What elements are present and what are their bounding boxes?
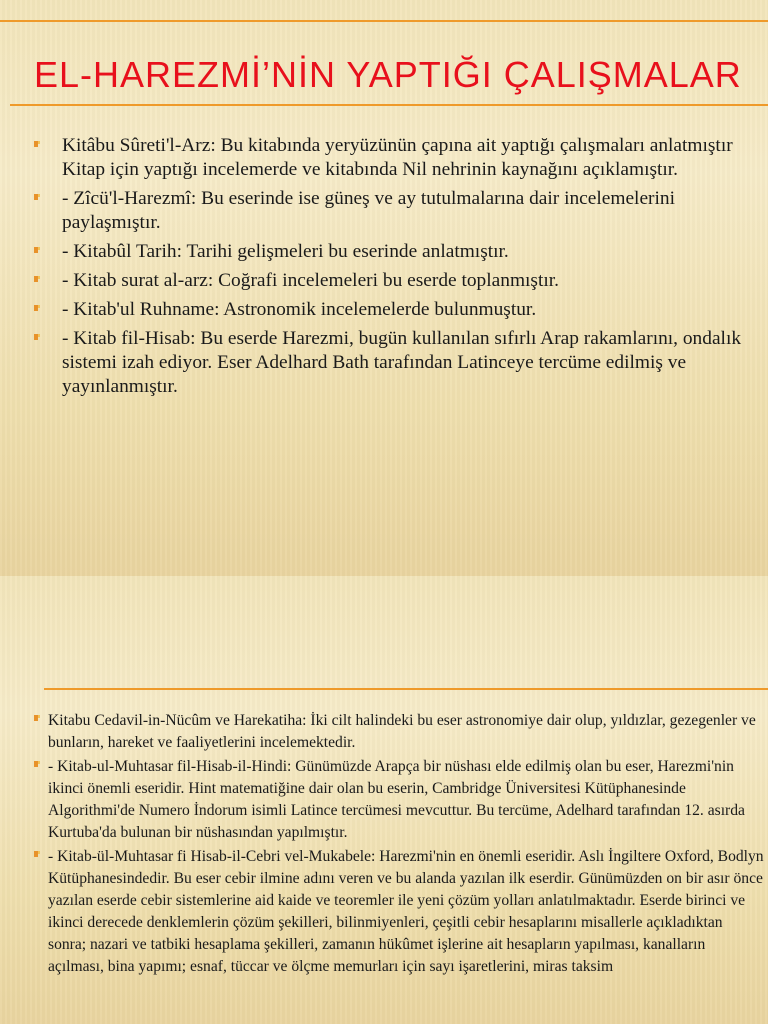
list-item — [34, 710, 764, 754]
bullet-icon — [34, 715, 38, 721]
bullet-text: - Kitab'ul Ruhname: Astronomik incelemelerde bulunmuştur. — [62, 299, 537, 320]
title-rule — [44, 688, 768, 690]
list-item — [34, 240, 764, 264]
list-item — [34, 134, 764, 182]
bullet-text: - Kitabûl Tarih: Tarihi gelişmeleri bu eserinde anlatmıştır. — [62, 241, 509, 262]
bullet-icon — [34, 141, 38, 147]
bullet-icon — [34, 194, 38, 200]
title-rule — [10, 104, 768, 106]
bullet-text: - Kitab-ul-Muhtasar fil-Hisab-il-Hindi: Günümüzde Arapça bir nüshası elde edilmiş olan bu eser, Harezmi'nin ikinci önemli eseridir. Hint matematiğine dair olan bu eserin, Cambridge Üniversitesi Kütüphanesinde Algorithmi'de Numero İndorum isimli Latince tercümesi mevcuttur. Bu tercüme, Adelhard tarafından 12. asırda Kurtuba'da bulunan bir nüshasından yapılmıştır. — [48, 758, 745, 841]
bullet-text: Kitâbu Sûreti'l-Arz: Bu kitabında yeryüzünün çapına ait yaptığı çalışmaları anlatmıştır Kitap için yaptığı incelemerde ve kitabında Nil nehrinin kaynağını açıklamıştır. — [62, 135, 733, 180]
bullet-list — [34, 710, 764, 980]
bullet-icon — [34, 851, 38, 857]
bullet-icon — [34, 247, 38, 253]
bullet-text: - Kitab surat al-arz: Coğrafi incelemeleri bu eserde toplanmıştır. — [62, 270, 559, 291]
bullet-icon — [34, 334, 38, 340]
list-item — [34, 187, 764, 235]
slide-title: EL-HAREZMİ’NİN YAPTIĞI ÇALIŞMALAR — [34, 54, 742, 95]
list-item — [34, 269, 764, 293]
list-item — [34, 756, 764, 844]
bullet-icon — [34, 761, 38, 767]
slide-2 — [0, 576, 768, 1024]
bullet-text: - Zîcü'l-Harezmî: Bu eserinde ise güneş ve ay tutulmalarına dair incelemelerini paylaşmıştır. — [62, 188, 675, 233]
list-item — [34, 298, 764, 322]
list-item — [34, 327, 764, 399]
top-accent-line — [0, 20, 768, 22]
list-item — [34, 846, 764, 978]
bullet-text: Kitabu Cedavil-in-Nücûm ve Harekatiha: İki cilt halindeki bu eser astronomiye dair olup, yıldızlar, gezegenler ve bunların, hareket ve faaliyetlerini incelemektedir. — [48, 712, 756, 751]
bullet-icon — [34, 276, 38, 282]
bullet-list — [34, 134, 764, 404]
bullet-text: - Kitab fil-Hisab: Bu eserde Harezmi, bugün kullanılan sıfırlı Arap rakamlarını, ondalık sistemi izah ediyor. Eser Adelhard Bath tarafından Latinceye tercüme edilmiş ve yayınlanmıştır. — [62, 328, 742, 397]
bullet-icon — [34, 305, 38, 311]
bullet-text: - Kitab-ül-Muhtasar fi Hisab-il-Cebri vel-Mukabele: Harezmi'nin en önemli eseridir. Aslı İngiltere Oxford, Bodlyn Kütüphanesindedir. Bu eser cebir ilmine adını veren ve bu alanda yazılan ilk eserdir. Günümüzden on bir asır önce yazılan eserde cebir sistemlerine aid kaide ve teoremler ile yeni çözüm yolları anlatılmaktadır. Eserde birinci ve ikinci derecede denklemlerin çözüm şekilleri, bilinmiyenleri, çeşitli cebir hesaplarını misallerle açıkladıktan sonra; nazari ve tatbiki hesaplama şekilleri, zamanın hükûmet işlerine ait hesapların yapılması, kanalların açılması, bina yapımı; esnaf, tüccar ve ölçme memurları için sayı işaretlerini, miras taksim — [48, 848, 764, 975]
